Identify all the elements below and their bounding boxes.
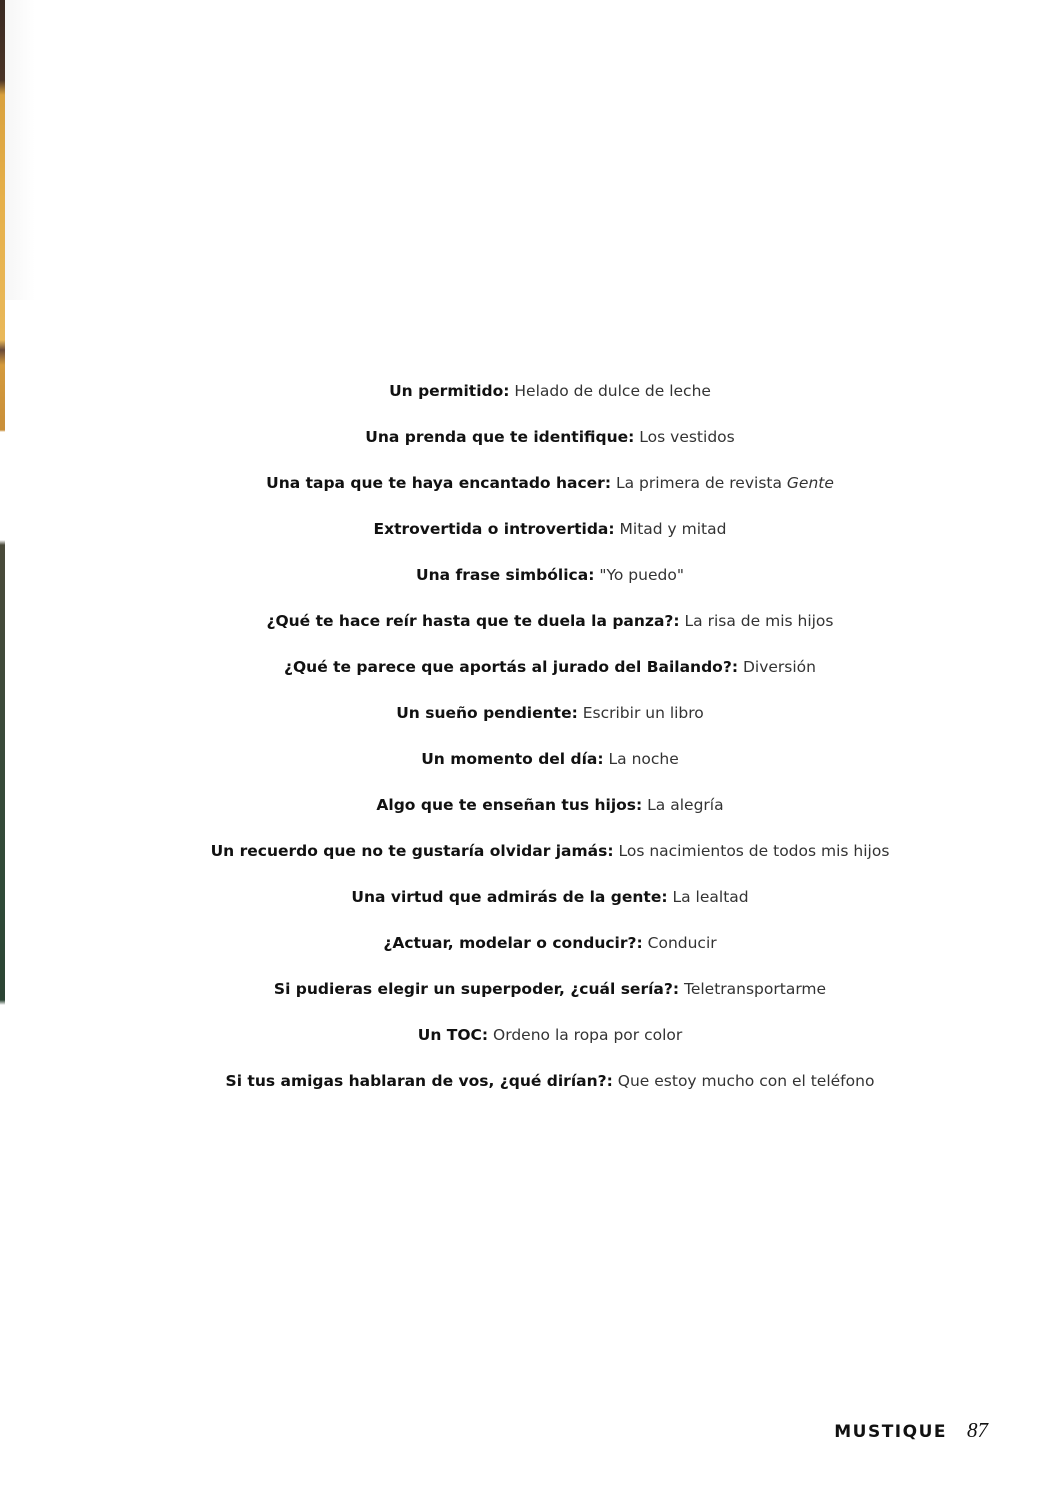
qa-item	[0, 1022, 1060, 1068]
qa-item	[0, 792, 1060, 838]
magazine-logo: MUSTIQUE	[834, 1422, 947, 1442]
qa-item	[0, 608, 1060, 654]
qa-item	[0, 1068, 1060, 1114]
qa-item	[0, 976, 1060, 1022]
qa-answer: La primera de revista	[615, 474, 782, 492]
qa-question: Una virtud que admirás de la gente:	[351, 888, 668, 906]
qa-item	[0, 884, 1060, 930]
qa-answer: Escribir un libro	[582, 704, 704, 722]
qa-answer: Ordeno la ropa por color	[493, 1026, 683, 1044]
qa-question: Un sueño pendiente:	[396, 704, 578, 722]
qa-question: Si tus amigas hablaran de vos, ¿qué dirían?:	[225, 1072, 613, 1090]
qa-question: Una tapa que te haya encantado hacer:	[266, 474, 612, 492]
qa-item	[0, 654, 1060, 700]
qa-question: Un recuerdo que no te gustaría olvidar jamás:	[210, 842, 614, 860]
qa-answer: Conducir	[647, 934, 717, 952]
page-footer	[834, 1418, 988, 1443]
qa-question: ¿Qué te hace reír hasta que te duela la panza?:	[266, 612, 680, 630]
qa-answer: Teletransportarme	[684, 980, 827, 998]
qa-answer: Mitad y mitad	[619, 520, 727, 538]
qa-answer-magazine-title: Gente	[786, 474, 834, 492]
qa-item	[0, 930, 1060, 976]
qa-item	[0, 562, 1060, 608]
qa-item	[0, 516, 1060, 562]
qa-question: Un momento del día:	[421, 750, 604, 768]
qa-question: ¿Qué te parece que aportás al jurado del Bailando?:	[284, 658, 739, 676]
qa-question: Un permitido:	[389, 382, 510, 400]
qa-question: Un TOC:	[417, 1026, 489, 1044]
qa-answer: La lealtad	[672, 888, 749, 906]
questionnaire-list	[0, 378, 1060, 1114]
qa-question: ¿Actuar, modelar o conducir?:	[383, 934, 643, 952]
qa-item	[0, 424, 1060, 470]
qa-question: Algo que te enseñan tus hijos:	[376, 796, 643, 814]
qa-item	[0, 378, 1060, 424]
photo-edge-fade	[5, 0, 35, 300]
qa-answer: La alegría	[647, 796, 724, 814]
qa-question: Si pudieras elegir un superpoder, ¿cuál sería?:	[273, 980, 680, 998]
qa-answer: Helado de dulce de leche	[514, 382, 711, 400]
qa-answer: La risa de mis hijos	[684, 612, 834, 630]
qa-item	[0, 470, 1060, 516]
qa-answer: Que estoy mucho con el teléfono	[617, 1072, 875, 1090]
page-number: 87	[967, 1418, 988, 1442]
qa-item	[0, 700, 1060, 746]
qa-item	[0, 838, 1060, 884]
qa-answer: Los nacimientos de todos mis hijos	[618, 842, 890, 860]
qa-answer: Los vestidos	[639, 428, 735, 446]
qa-answer: "Yo puedo"	[599, 566, 684, 584]
qa-answer: Diversión	[742, 658, 816, 676]
qa-answer: La noche	[608, 750, 679, 768]
qa-item	[0, 746, 1060, 792]
qa-question: Una prenda que te identifique:	[365, 428, 635, 446]
qa-question: Una frase simbólica:	[416, 566, 595, 584]
qa-question: Extrovertida o introvertida:	[373, 520, 615, 538]
